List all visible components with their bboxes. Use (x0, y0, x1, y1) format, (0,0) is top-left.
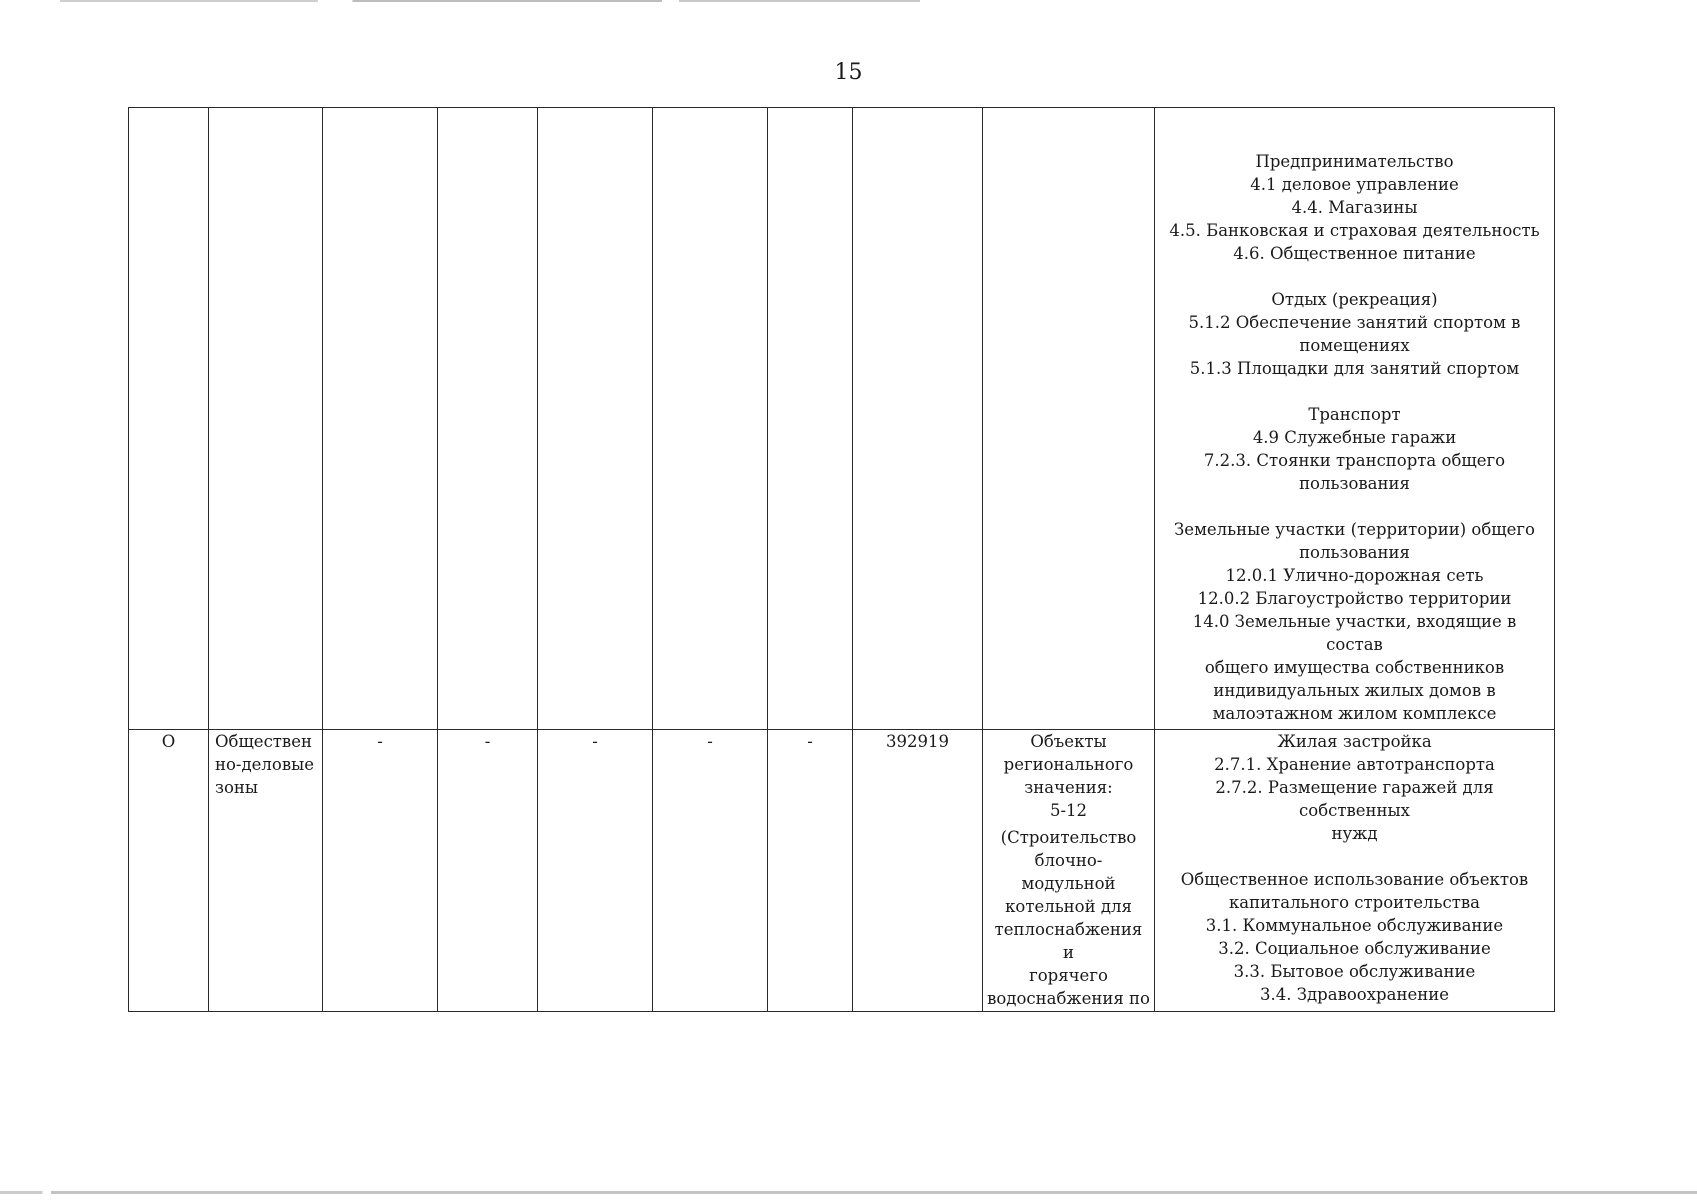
table-cell (129, 108, 209, 730)
use-group-heading: Земельные участки (территории) общего (1174, 520, 1535, 539)
table-row-continued (129, 108, 1555, 730)
table-cell (209, 108, 323, 730)
table-cell (323, 108, 438, 730)
table-cell (538, 108, 653, 730)
zone-name-cell: Обществен но-деловые зоны (209, 730, 323, 1012)
use-group-heading: Предпринимательство (1255, 152, 1454, 171)
use-item: пользования (1299, 474, 1410, 493)
use-item: 4.1 деловое управление (1250, 175, 1459, 194)
table-cell (768, 108, 853, 730)
scan-edge-top (60, 0, 920, 2)
table-cell (653, 108, 768, 730)
use-item: нужд (1331, 824, 1378, 843)
use-item: 3.1. Коммунальное обслуживание (1205, 916, 1504, 935)
use-item: пользования (1299, 543, 1410, 562)
empty-value-cell: - (323, 730, 438, 1012)
use-item: 4.9 Служебные гаражи (1252, 428, 1457, 447)
use-item: 7.2.3. Стоянки транспорта общего (1203, 451, 1506, 470)
permitted-uses-cell (1155, 108, 1555, 730)
use-item: 3.3. Бытовое обслуживание (1233, 962, 1476, 981)
scan-edge-bottom (0, 1191, 1697, 1194)
table-cell (853, 108, 983, 730)
use-group (1163, 868, 1546, 1006)
use-group (1163, 288, 1546, 380)
empty-value-cell: - (538, 730, 653, 1012)
objects-cell: Объекты регионального значения: 5-12 (Строительство блочно- модульной котельной для теплоснабжения и горячего водоснабжения по (983, 730, 1155, 1012)
use-group (1163, 730, 1546, 845)
use-item: 5.1.3 Площадки для занятий спортом (1189, 359, 1520, 378)
use-item: общего имущества собственников (1204, 658, 1505, 677)
use-group-heading: Транспорт (1308, 405, 1401, 424)
use-group (1163, 403, 1546, 495)
use-item: капитального строительства (1228, 893, 1481, 912)
empty-value-cell: - (438, 730, 538, 1012)
use-item: 12.0.1 Улично-дорожная сеть (1225, 566, 1484, 585)
page-number: 15 (834, 60, 863, 85)
table-row (129, 730, 1555, 1012)
use-item: 3.4. Здравоохранение (1260, 985, 1449, 1004)
use-item: 4.5. Банковская и страховая деятельность (1169, 221, 1540, 240)
use-item: помещениях (1299, 336, 1410, 355)
empty-value-cell: - (768, 730, 853, 1012)
use-item: 4.4. Магазины (1291, 198, 1418, 217)
zone-code-cell: О (129, 730, 209, 1012)
empty-value-cell: - (653, 730, 768, 1012)
use-item: 12.0.2 Благоустройство территории (1197, 589, 1512, 608)
use-group (1163, 150, 1546, 265)
use-group (1163, 518, 1546, 725)
use-item: малоэтажном жилом комплексе (1212, 704, 1497, 723)
table-cell (438, 108, 538, 730)
number-cell: 392919 (853, 730, 983, 1012)
use-item: 2.7.2. Размещение гаражей для собственных (1215, 778, 1494, 820)
use-item: 14.0 Земельные участки, входящие в состав (1192, 612, 1517, 654)
permitted-uses-cell (1155, 730, 1555, 1012)
use-group-heading: Общественное использование объектов (1180, 870, 1529, 889)
use-item: 2.7.1. Хранение автотранспорта (1214, 755, 1495, 774)
table-cell (983, 108, 1155, 730)
use-item: индивидуальных жилых домов в (1213, 681, 1496, 700)
use-group-heading: Отдых (рекреация) (1271, 290, 1438, 309)
use-item: 5.1.2 Обеспечение занятий спортом в (1188, 313, 1521, 332)
use-item: 4.6. Общественное питание (1233, 244, 1476, 263)
zoning-table (128, 107, 1555, 1012)
use-group-heading: Жилая застройка (1277, 732, 1432, 751)
use-item: 3.2. Социальное обслуживание (1218, 939, 1491, 958)
